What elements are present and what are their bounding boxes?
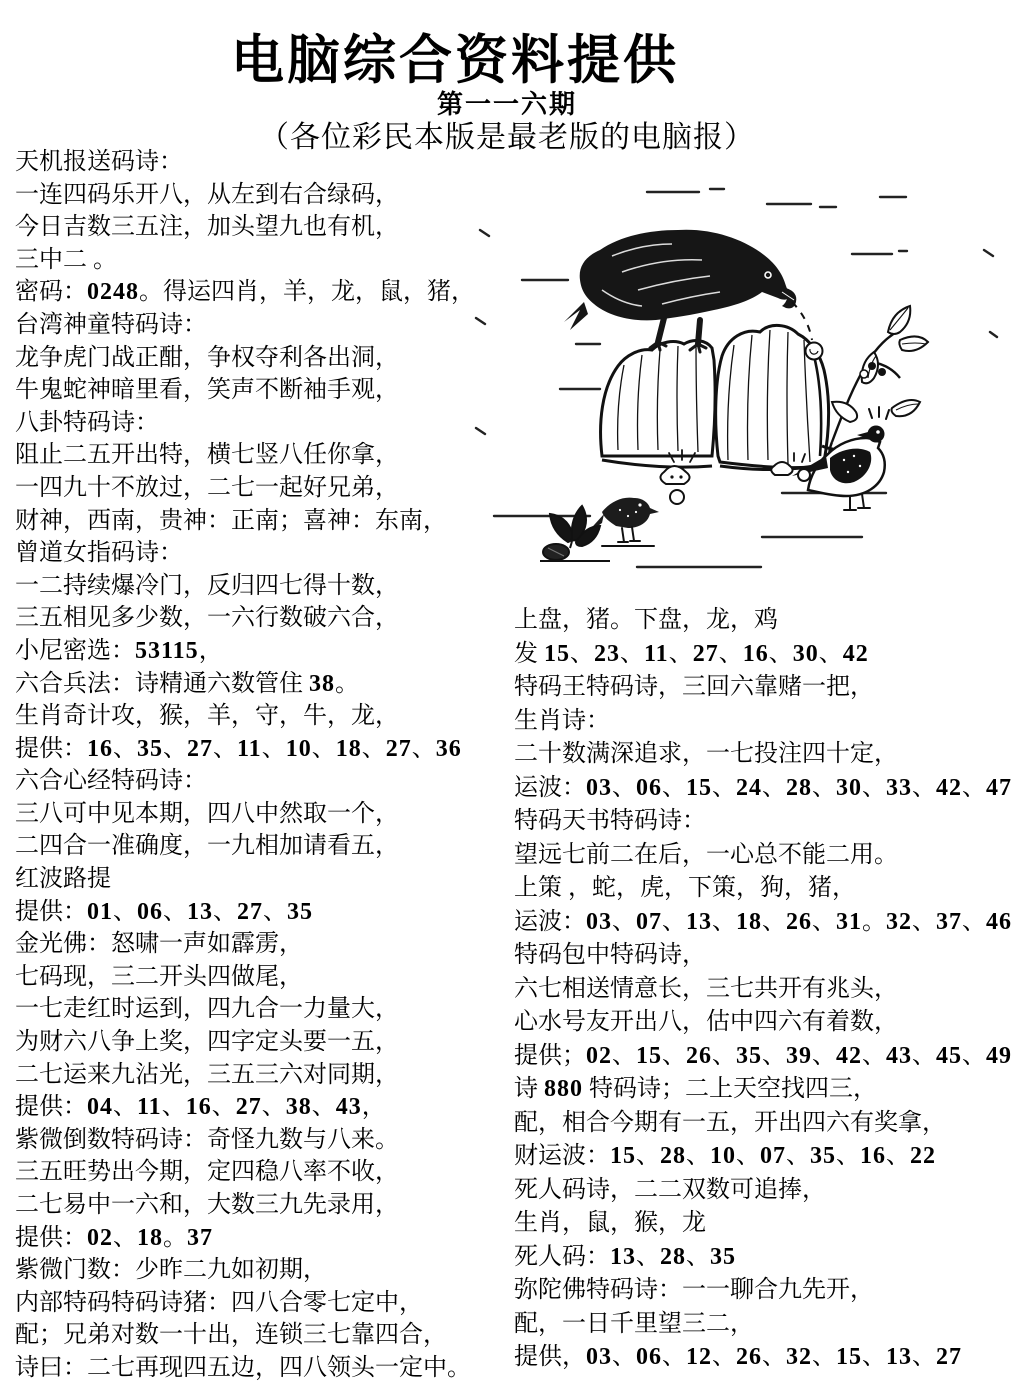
text-line: 死人码诗，二二双数可追捧， [514, 1176, 826, 1203]
right-column [514, 604, 1014, 1375]
text-line: 六七相送情意长，三七共开有兆头， [514, 975, 898, 1002]
coin [806, 343, 823, 360]
text-line: 弥陀佛特码诗：一一聊合九先开， [514, 1277, 874, 1303]
text-line: 小尼密选：53115， [15, 637, 223, 664]
text-line: 三中二 。 [15, 246, 117, 273]
text-line: 提供，03、06、12、26、32、15、13、27 [514, 1344, 962, 1370]
rocks [601, 325, 829, 469]
text-line: 发 15、23、11、27、16、30、42 [514, 640, 869, 667]
small-bird [585, 498, 659, 546]
text-line: 特码包中特码诗， [514, 942, 706, 968]
text-line: 曾道女指码诗： [15, 540, 183, 567]
text-line: 三八可中见本期，四八中然取一个， [15, 800, 399, 827]
text-line: 运波：03、06、15、24、28、30、33、42、47 [514, 774, 1012, 801]
text-line: 六合心经特码诗： [15, 768, 207, 795]
text-line: 紫微倒数特码诗：奇怪九数与八来。 [15, 1126, 399, 1153]
text-line: 今日吉数三五注，加头望九也有机， [15, 214, 399, 241]
text-line: 诗曰：二七再现四五边，四八领头一定中。 [15, 1354, 471, 1381]
text-line: 特码王特码诗，三回六靠赌一把， [514, 674, 874, 700]
text-line: 死人码：13、28、35 [514, 1243, 736, 1270]
text-line: 一四九十不放过，二七一起好兄弟， [15, 474, 399, 501]
text-line: 一二持续爆冷门，反归四七得十数， [15, 572, 399, 599]
issue-number: 第一一六期 [436, 90, 577, 119]
text-line: 内部特码特码诗猪：四八合零七定中， [15, 1289, 423, 1316]
text-line: 生肖，鼠，猴，龙 [514, 1210, 706, 1236]
eagle-on-rocks-illustration [452, 170, 1012, 608]
text-line: 望远七前二在后，一心总不能二用。 [514, 841, 898, 868]
text-line: 配，相合今期有一五，开出四六有奖拿， [514, 1109, 946, 1136]
pigeon-head [868, 426, 885, 443]
text-line: 二四合一准确度，一九相加请看五， [15, 833, 399, 860]
text-line: 红波路提 [15, 866, 111, 893]
text-line: 特码天书特码诗： [514, 808, 706, 834]
text-line: 一连四码乐开八，从左到右合绿码， [15, 181, 399, 208]
text-line: 七码现，三二开头四做尾， [15, 963, 303, 990]
subtitle: （各位彩民本版是最老版的电脑报） [259, 121, 755, 154]
text-line: 心水号友开出八，估中四六有着数， [514, 1009, 898, 1035]
text-line: 龙争虎门战正酣，争权夺利各出洞， [15, 344, 399, 371]
text-line: 为财六八争上奖，四字定头要一五， [15, 1029, 399, 1056]
text-line: 六合兵法：诗精通六数管住 38。 [15, 670, 359, 697]
text-line: 运波：03、07、13、18、26、31。32、37、46 [514, 908, 1012, 935]
text-line: 二七运来九沾光，三五三六对同期， [15, 1061, 399, 1088]
text-line: 提供；02、15、26、35、39、42、43、45、49 [514, 1042, 1012, 1069]
plant-and-stone [540, 506, 610, 561]
text-line: 三五旺势出今期，定四稳八率不收， [15, 1159, 399, 1186]
text-line: 八卦特码诗： [15, 409, 159, 436]
text-line: 财运波：15、28、10、07、35、16、22 [514, 1143, 936, 1169]
text-line: 生肖诗： [514, 707, 610, 734]
text-line: 天机报送码诗： [15, 149, 183, 175]
text-line: 三五相见多少数，一六行数破六合， [15, 605, 399, 632]
text-line: 提供：04、11、16、27、38、43， [15, 1094, 386, 1121]
text-line: 财神，西南，贵神：正南；喜神：东南， [15, 507, 447, 534]
text-line: 台湾神童特码诗： [15, 311, 207, 338]
text-line: 提供：01、06、13、27、35 [15, 898, 313, 925]
text-line: 生肖奇计攻，猴，羊，守，牛，龙， [15, 703, 399, 730]
text-line: 配；兄弟对数一十出，连锁三七靠四合， [15, 1322, 447, 1349]
left-column [15, 146, 512, 1385]
text-line: 阻止二五开出特，横七竖八任你拿， [15, 442, 399, 469]
text-line: 上盘，猪。下盘，龙，鸡 [514, 607, 778, 633]
text-line: 提供：02、18。37 [15, 1224, 213, 1251]
text-line: 金光佛：怒啸一声如霹雳， [15, 931, 303, 958]
text-line: 一七走红时运到，四九合一力量大， [15, 996, 399, 1023]
text-line: 紫微门数：少昨二九如初期， [15, 1257, 327, 1284]
text-line: 诗 880 特码诗；二上天空找四三， [514, 1076, 877, 1102]
text-line: 密码：0248。得运四肖，羊，龙，鼠，猪， [15, 279, 475, 306]
text-line: 提供：16、35、27、11、10、18、27、36 [15, 735, 462, 762]
page-title: 电脑综合资料提供 [231, 32, 679, 90]
text-line: 上策 ，蛇，虎，下策，狗，猪， [514, 875, 856, 901]
text-line: 配，一日千里望三二， [514, 1310, 754, 1337]
text-line: 二十数满深追求，一七投注四十定， [514, 741, 898, 767]
text-line: 牛鬼蛇神暗里看，笑声不断袖手观， [15, 377, 399, 404]
sparkle-lines [869, 407, 889, 419]
text-line: 二七易中一六和，大数三九先录用， [15, 1192, 399, 1218]
